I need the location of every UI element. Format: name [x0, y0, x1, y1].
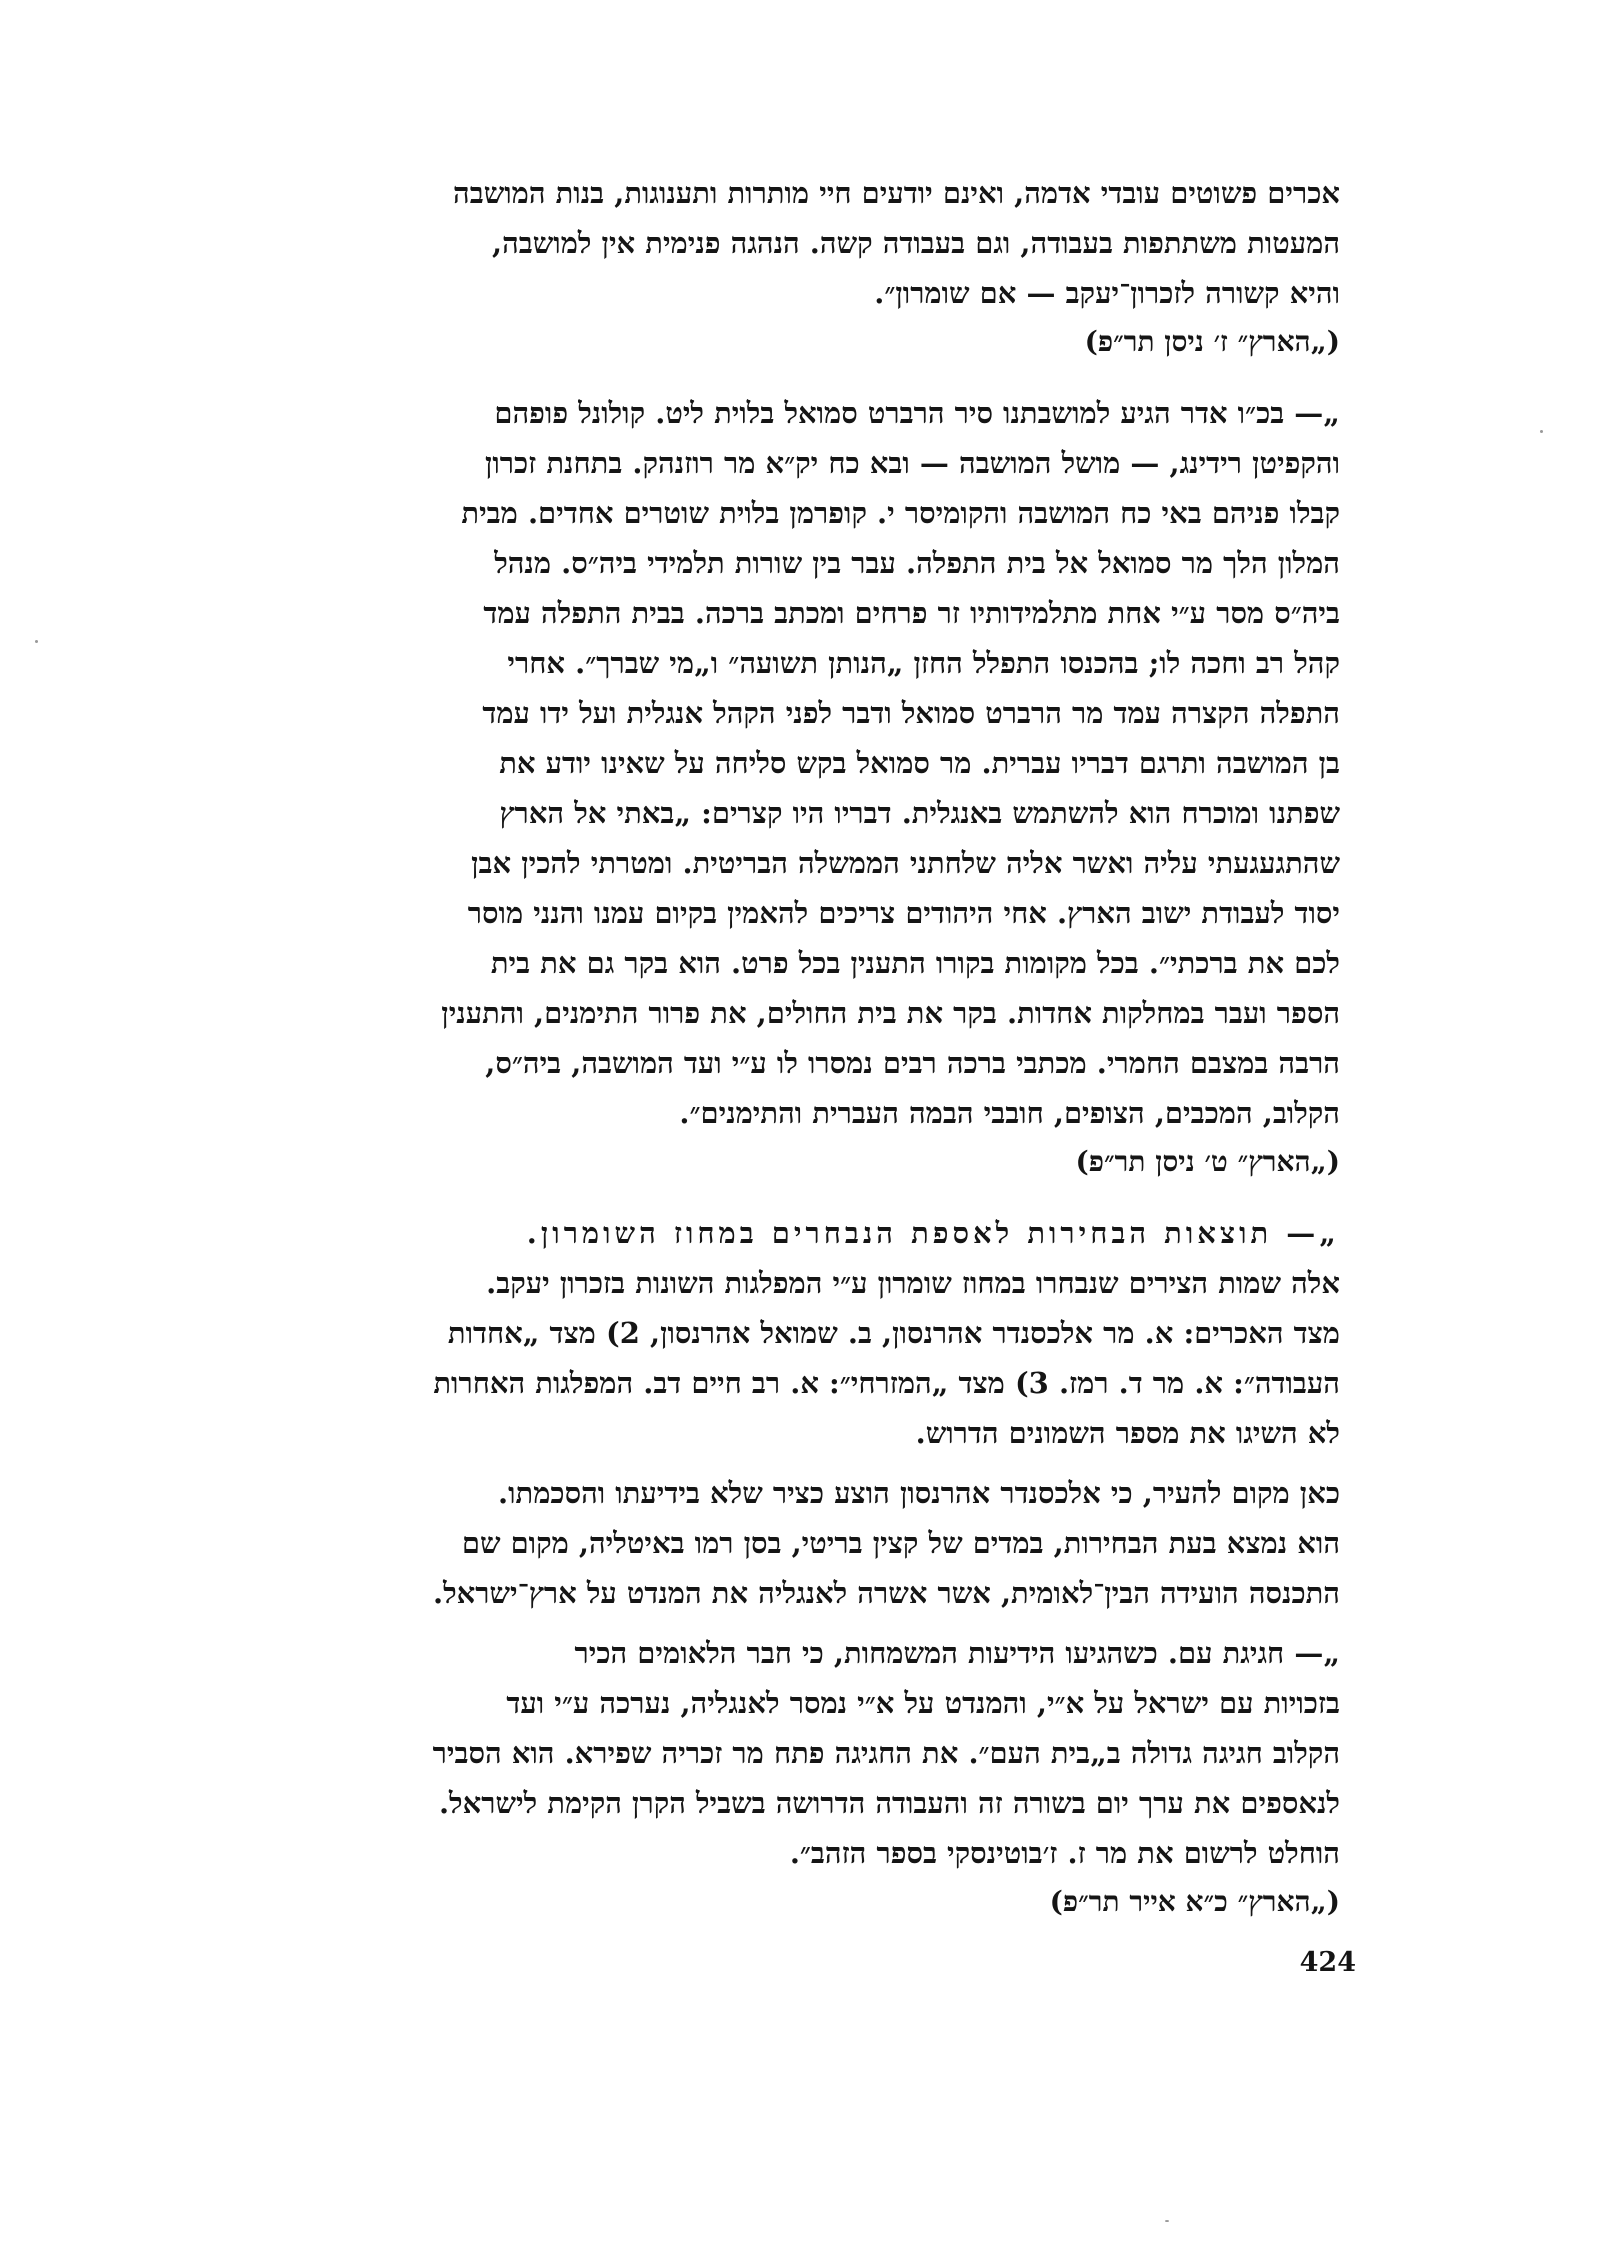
- spacer: [310, 1458, 1340, 1468]
- text-column: [310, 168, 1340, 1926]
- text-line: המעטות משתתפות בעבודה, וגם בעבודה קשה. הנהגה פנימית אין למושבה,: [492, 226, 1340, 260]
- text-line: התפלה הקצרה עמד מר הרברט סמואל ודבר לפני הקהל אנגלית ועל ידו עמד: [482, 696, 1340, 730]
- source-citation: („הארץ״ ט׳ ניסן תר״פ): [1075, 1145, 1340, 1178]
- text-line: כאן מקום להעיר, כי אלכסנדר אהרנסון הוצע כציר שלא בידיעתו והסכמתו.: [498, 1476, 1340, 1510]
- section-heading: „— תוצאות הבחירות לאספת הנבחרים במחוז השומרון.: [526, 1216, 1340, 1250]
- text-line: „— בכ״ו אדר הגיע למושבתנו סיר הרברט סמואל בלוית ליט. קולונל פופהם: [494, 396, 1340, 430]
- scan-speck: [1165, 2220, 1169, 2222]
- spacer: [310, 366, 1340, 388]
- text-line: „— חגיגת עם. כשהגיעו הידיעות המשמחות, כי חבר הלאומים הכיר: [574, 1636, 1340, 1670]
- paragraph-election-results: [310, 1208, 1340, 1458]
- text-line: מצד האכרים: א. מר אלכסנדר אהרנסון, ב. שמואל אהרנסון, 2) מצד „אחדות: [447, 1316, 1340, 1350]
- text-line: והקפיטן רידינג, — מושל המושבה — ובא כח יק״א מר רוזנהק. בתחנת זכרון: [484, 446, 1340, 480]
- source-citation: („הארץ״ ז׳ ניסן תר״פ): [1084, 325, 1340, 358]
- text-line: הרבה במצבם החמרי. מכתבי ברכה רבים נמסרו לו ע״י ועד המושבה, ביה״ס,: [485, 1046, 1340, 1080]
- text-line: יסוד לעבודת ישוב הארץ. אחי היהודים צריכים להאמין בקיום עמנו והנני מוסר: [467, 896, 1340, 930]
- text-line: לכם את ברכתי״. בכל מקומות בקורו התענין בכל פרט. הוא בקר גם את בית: [490, 946, 1340, 980]
- paragraph-celebration: [310, 1628, 1340, 1878]
- source-citation: („הארץ״ כ״א אייר תר״פ): [1049, 1885, 1340, 1918]
- text-line: לא השיגו את מספר השמונים הדרוש.: [915, 1416, 1340, 1450]
- text-line: הקלוב, המכבים, הצופים, חובבי הבמה העברית והתימנים״.: [679, 1096, 1340, 1130]
- text-line: אכרים פשוטים עובדי אדמה, ואינם יודעים חיי מותרות ותענוגות, בנות המושבה: [453, 176, 1340, 210]
- scan-speck: [35, 640, 38, 643]
- text-line: קהל רב וחכה לו; בהכנסו התפלל החזן „הנותן תשועה״ ו„מי שברך״. אחרי: [507, 646, 1340, 680]
- text-line: הספר ועבר במחלקות אחדות. בקר את בית החולים, את פרור התימנים, והתענין: [441, 996, 1340, 1030]
- scan-speck: [1540, 430, 1543, 433]
- spacer: [310, 1618, 1340, 1628]
- paragraph-aaronsohn-note: [310, 1468, 1340, 1618]
- text-line: לנאספים את ערך יום בשורה זה והעבודה הדרושה בשביל הקרן הקימת לישראל.: [438, 1786, 1340, 1820]
- text-line: בזכויות עם ישראל על א״י, והמנדט על א״י נמסר לאנגליה, נערכה ע״י ועד: [506, 1686, 1340, 1720]
- paragraph-moshava-description: [310, 168, 1340, 318]
- text-line: המלון הלך מר סמואל אל בית התפלה. עבר בין שורות תלמידי ביה״ס. מנהל: [494, 546, 1340, 580]
- paragraph-samuel-visit: [310, 388, 1340, 1138]
- text-line: בן המושבה ותרגם דבריו עברית. מר סמואל בקש סליחה על שאינו יודע את: [499, 746, 1340, 780]
- text-line: ביה״ס מסר ע״י אחת מתלמידותיו זר פרחים ומכתב ברכה. בבית התפלה עמד: [483, 596, 1340, 630]
- text-line: והיא קשורה לזכרון־יעקב — אם שומרון״.: [874, 276, 1340, 310]
- text-line: הוחלט לרשום את מר ז. ז׳בוטינסקי בספר הזהב״.: [789, 1836, 1340, 1870]
- text-line: קבלו פניהם באי כח המושבה והקומיסר י. קופרמן בלוית שוטרים אחדים. מבית: [461, 496, 1340, 530]
- text-line: אלה שמות הצירים שנבחרו במחוז שומרון ע״י המפלגות השונות בזכרון יעקב.: [486, 1266, 1340, 1300]
- page-number: 424: [1299, 1947, 1356, 1978]
- text-line: שהתגעגעתי עליה ואשר אליה שלחתני הממשלה הבריטית. ומטרתי להכין אבן: [471, 846, 1340, 880]
- text-line: התכנסה הועידה הבין־לאומית, אשר אשרה לאנגליה את המנדט על ארץ־ישראל.: [432, 1576, 1340, 1610]
- text-line: הוא נמצא בעת הבחירות, במדים של קצין בריטי, בסן רמו באיטליה, מקום שם: [461, 1526, 1340, 1560]
- text-line: שפתנו ומוכרח הוא להשתמש באנגלית. דבריו היו קצרים: „באתי אל הארץ: [499, 796, 1340, 830]
- spacer: [310, 1186, 1340, 1208]
- text-line: הקלוב חגיגה גדולה ב„בית העם״. את החגיגה פתח מר זכריה שפירא. הוא הסביר: [432, 1736, 1340, 1770]
- text-line: העבודה״: א. מר ד. רמז. 3) מצד „המזרחי״: א. רב חיים דב. המפלגות האחרות: [433, 1366, 1340, 1400]
